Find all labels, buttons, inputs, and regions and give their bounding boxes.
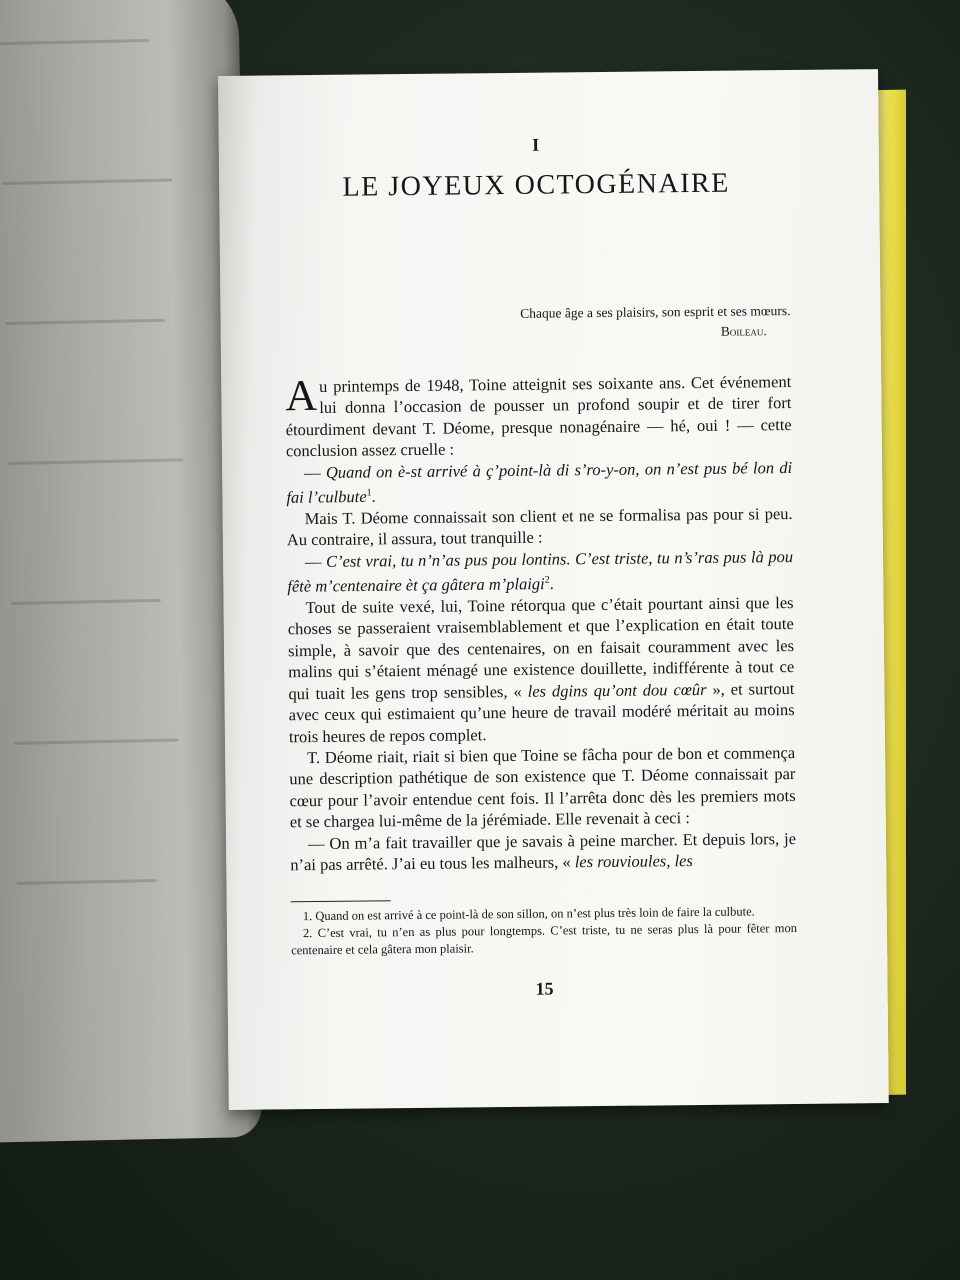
paragraph: T. Déome riait, riait si bien que Toine se fâcha pour de bon et commença une description pathétique de son existence que T. Déome connaissait par cœur pour l’avoir entendue cent fois. Il l’arrêta donc dès les premiers mots et se chargea lui-même de la jérémiade. Elle revenait à ceci : (289, 742, 796, 832)
page-content (283, 132, 798, 1003)
paragraph-text: Tout de suite vexé, lui, Toine rétorqua que c’était pourtant ainsi que les choses se passeraient vraisemblablement et que l’explication en était toute simple, à savoir que des centenaires, on en faisait couramment avec les malins qui s’étaient ménagé une existence douillette, indifférente à tout ce qui tuait les gens trop sensibles, « (287, 593, 795, 703)
paragraph (287, 592, 795, 747)
dialect-speech: les dgins qu’ont dou cœûr (527, 679, 707, 701)
drop-cap: A (285, 370, 318, 421)
dialogue-dash: — (304, 462, 327, 482)
dialect-speech: C’est vrai, tu n’n’as pus pou lontins. C’est triste, tu n’s’ras pus là pou fêtè m’centenaire èt ça gâtera m’plaigi (287, 546, 794, 596)
left-page-text-shadow (2, 179, 172, 186)
footnote-rule (291, 901, 391, 903)
left-page-text-shadow (0, 39, 149, 45)
footnote: 1. Quand on est arrivé à ce point-là de son sillon, on n’est plus très loin de faire la culbute. (302, 904, 755, 924)
left-page-text-shadow (11, 599, 161, 605)
paragraph (285, 371, 792, 462)
right-page (218, 69, 889, 1110)
footnote-ref: 1 (366, 487, 372, 499)
footnote: 2. C’est vrai, tu n’en as plus pour longtemps. C’est triste, tu ne seras plus là pour fêter mon centenaire et cela gâtera mon plaisir. (291, 921, 798, 958)
paragraph-text: . (371, 486, 376, 506)
dialogue-dash: — (304, 551, 327, 571)
paragraph-text: — On m’a fait travailler que je savais à peine marcher. Et depuis lors, je n’ai pas arrêté. J’ai eu tous les malheurs, « (290, 828, 797, 875)
paragraph (287, 546, 793, 598)
paragraph (290, 828, 796, 876)
dialect-speech: Quand on è-st arrivé à ç’point-là di s’ro-y-on, on n’est pus bé lon di fai l’culbute (286, 457, 793, 507)
page-number: 15 (535, 978, 554, 1000)
left-page-text-shadow (8, 458, 183, 465)
left-page-text-shadow (17, 879, 157, 885)
dialect-speech: les rouvioules, les (574, 851, 693, 872)
epigraph-quote: Chaque âge a ses plaisirs, son esprit et ses mœurs. (520, 303, 791, 321)
paragraph-text: . (549, 574, 554, 594)
paragraph (286, 457, 792, 509)
chapter-body (285, 371, 796, 876)
epigraph-author: Boileau. (720, 323, 767, 339)
left-page-text-shadow (14, 738, 179, 744)
paragraph: Mais T. Déome connaissait son client et ne se formalisa pas pour si peu. Au contraire, il assura, tout tranquille : (286, 503, 793, 550)
footnote-ref: 2 (544, 574, 550, 586)
chapter-number: I (532, 134, 540, 155)
left-page-text-shadow (5, 319, 165, 325)
paragraph-text: », et surtout avec ceux qui estimaient qu’une heure de travail modéré méritait au moins trois heures de repos complet. (288, 678, 795, 746)
footnotes (291, 903, 798, 959)
chapter-title: LE JOYEUX OCTOGÉNAIRE (342, 167, 730, 203)
epigraph (284, 301, 790, 346)
paragraph-text: u printemps de 1948, Toine atteignit ses soixante ans. Cet événement lui donna l’occasion de pousser un profond soupir et de tirer fort étourdiment devant T. Déome, presque nonagénaire — hé, oui ! — cette conclusion assez cruelle : (285, 372, 792, 461)
